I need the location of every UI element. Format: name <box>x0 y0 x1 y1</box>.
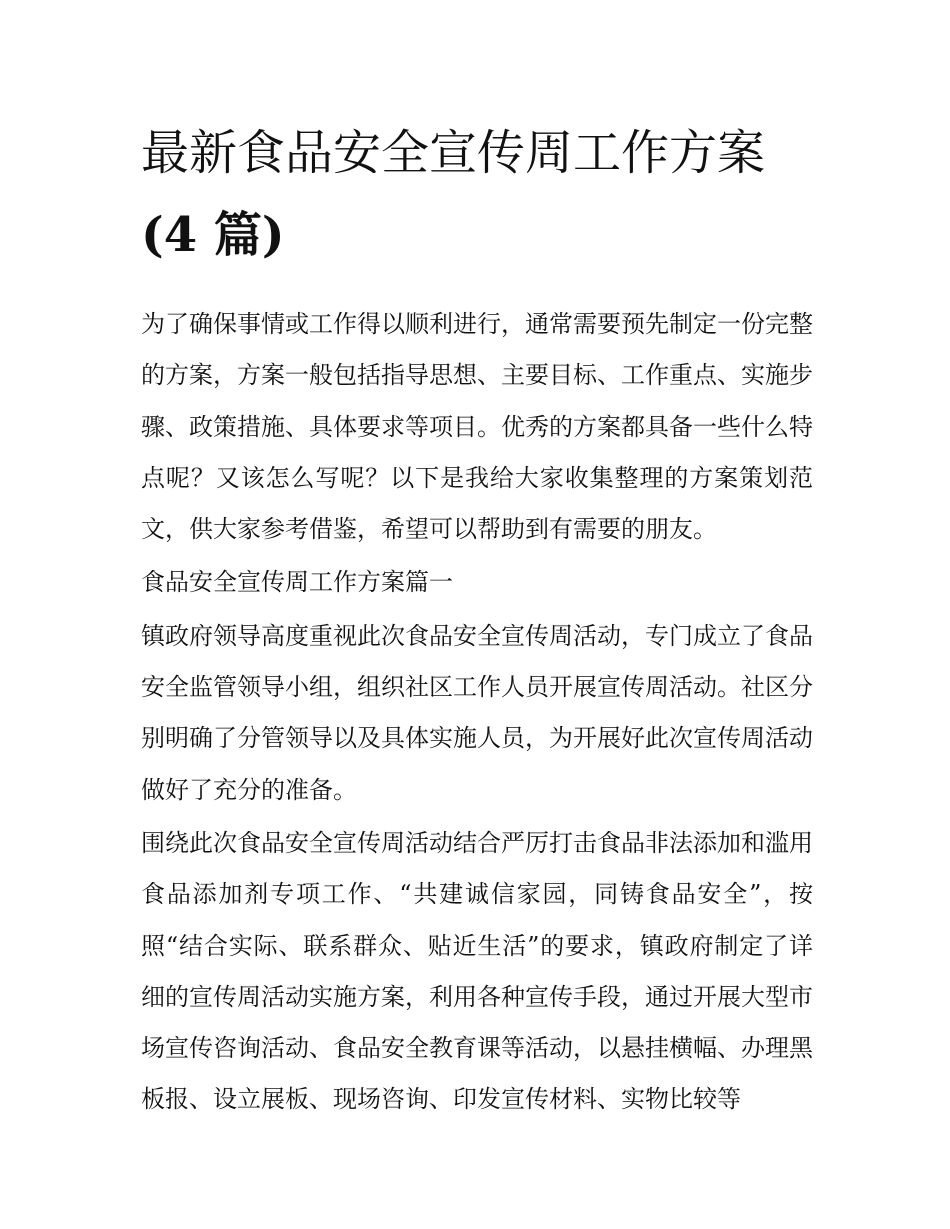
section-heading: 食品安全宣传周工作方案篇一 <box>141 568 453 597</box>
document-page <box>141 112 813 1126</box>
title-line-1: 最新食品安全宣传周工作方案 <box>141 125 766 181</box>
body-paragraph: 围绕此次食品安全宣传周活动结合严厉打击食品非法添加和滥用食品添加剂专项工作、“共建诚信家园，同铸食品安全”，按照“结合实际、联系群众、贴近生活”的要求，镇政府制定了详细的宣传周活动实施方案，利用各种宣传手段，通过开展大型市场宣传咨询活动、食品安全教育课等活动，以悬挂横幅、办理黑板报、设立展板、现场咨询、印发宣传材料、实物比较等 <box>141 828 813 1114</box>
body-paragraph: 镇政府领导高度重视此次食品安全宣传周活动，专门成立了食品安全监管领导小组，组织社区工作人员开展宣传周活动。社区分别明确了分管领导以及具体实施人员，为开展好此次宣传周活动做好了充分的准备。 <box>141 621 813 804</box>
title-line-2: (4 篇) <box>141 207 285 263</box>
intro-paragraph: 为了确保事情或工作得以顺利进行，通常需要预先制定一份完整的方案，方案一般包括指导思想、主要目标、工作重点、实施步骤、政策措施、具体要求等项目。优秀的方案都具备一些什么特点呢？又该怎么写呢？以下是我给大家收集整理的方案策划范文，供大家参考借鉴，希望可以帮助到有需要的朋友。 <box>141 310 813 544</box>
document-title <box>141 112 813 276</box>
